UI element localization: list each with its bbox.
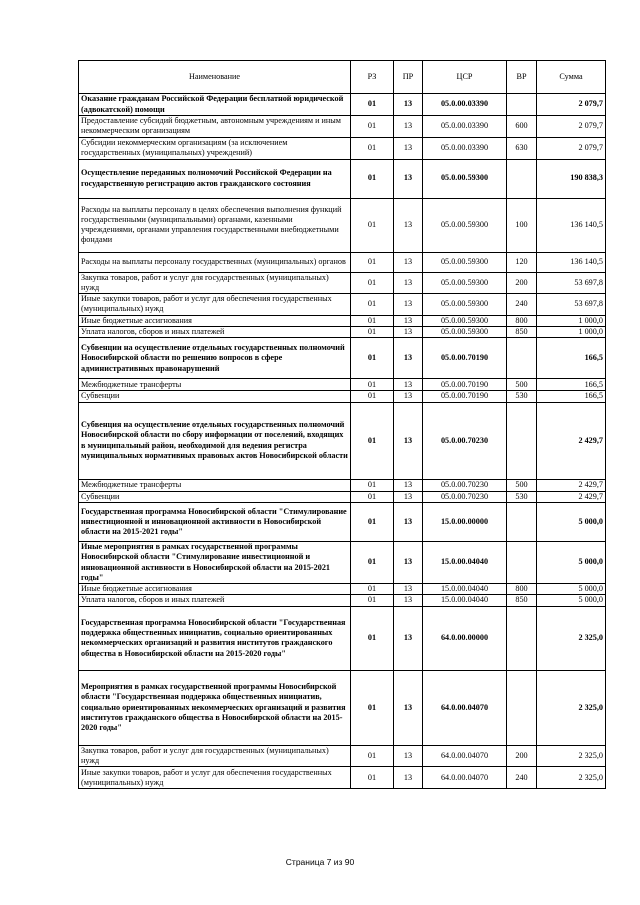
cell-pr: 13 (394, 391, 423, 402)
cell-sum: 1 000,0 (537, 315, 606, 326)
cell-vr: 500 (507, 379, 537, 391)
cell-pr: 13 (394, 338, 423, 379)
cell-pr: 13 (394, 606, 423, 670)
table-row (79, 94, 606, 116)
cell-vr: 240 (507, 767, 537, 789)
cell-csr: 64.0.00.00000 (423, 606, 507, 670)
cell-vr (507, 338, 537, 379)
table-row (79, 670, 606, 745)
cell-csr: 05.0.00.70230 (423, 479, 507, 491)
cell-name: Государственная программа Новосибирской области "Стимулирование инвестиционной и инновационной активности в Новосибирской области на 2015-2021 годы" (79, 502, 351, 541)
cell-rz: 01 (351, 767, 394, 789)
table-row (79, 252, 606, 272)
cell-rz: 01 (351, 137, 394, 159)
cell-csr: 64.0.00.04070 (423, 767, 507, 789)
cell-rz: 01 (351, 491, 394, 502)
table-row (79, 479, 606, 491)
cell-vr (507, 402, 537, 479)
cell-vr (507, 502, 537, 541)
cell-pr: 13 (394, 159, 423, 198)
table-row (79, 272, 606, 294)
cell-sum: 5 000,0 (537, 541, 606, 583)
cell-pr: 13 (394, 379, 423, 391)
cell-rz: 01 (351, 379, 394, 391)
cell-sum: 136 140,5 (537, 198, 606, 252)
cell-rz: 01 (351, 198, 394, 252)
cell-rz: 01 (351, 94, 394, 116)
cell-name: Мероприятия в рамках государственной программы Новосибирской области "Государственная поддержка общественных инициатив, социально ориентированных некоммерческих организаций и развития институтов гражданского общества в Новосибирской области на 2015-2020 годы" (79, 670, 351, 745)
cell-vr: 200 (507, 272, 537, 294)
cell-sum: 2 429,7 (537, 479, 606, 491)
table-row (79, 338, 606, 379)
cell-sum: 166,5 (537, 391, 606, 402)
cell-csr: 05.0.00.70190 (423, 391, 507, 402)
cell-vr: 500 (507, 479, 537, 491)
cell-name: Иные закупки товаров, работ и услуг для обеспечения государственных (муниципальных) нужд (79, 294, 351, 316)
cell-name: Иные мероприятия в рамках государственной программы Новосибирской области "Стимулирование инвестиционной и инновационной активности в Новосибирской области на 2015-2021 годы" (79, 541, 351, 583)
cell-csr: 64.0.00.04070 (423, 670, 507, 745)
cell-csr: 05.0.00.59300 (423, 294, 507, 316)
cell-rz: 01 (351, 541, 394, 583)
cell-vr (507, 606, 537, 670)
cell-sum: 136 140,5 (537, 252, 606, 272)
table-row (79, 116, 606, 138)
cell-pr: 13 (394, 272, 423, 294)
cell-sum: 2 429,7 (537, 491, 606, 502)
cell-name: Закупка товаров, работ и услуг для государственных (муниципальных) нужд (79, 745, 351, 767)
table-row (79, 159, 606, 198)
cell-vr: 600 (507, 116, 537, 138)
cell-pr: 13 (394, 479, 423, 491)
cell-sum: 53 697,8 (537, 294, 606, 316)
cell-pr: 13 (394, 137, 423, 159)
cell-rz: 01 (351, 252, 394, 272)
cell-vr: 850 (507, 327, 537, 338)
cell-name: Субвенции (79, 491, 351, 502)
cell-rz: 01 (351, 595, 394, 606)
cell-sum: 2 325,0 (537, 606, 606, 670)
cell-name: Субвенции на осуществление отдельных государственных полномочий Новосибирской области по решению вопросов в сфере административных правонарушений (79, 338, 351, 379)
cell-name: Субвенции (79, 391, 351, 402)
cell-vr: 100 (507, 198, 537, 252)
cell-rz: 01 (351, 670, 394, 745)
cell-pr: 13 (394, 767, 423, 789)
table-row (79, 327, 606, 338)
cell-csr: 15.0.00.04040 (423, 541, 507, 583)
cell-csr: 15.0.00.04040 (423, 595, 507, 606)
cell-sum: 2 325,0 (537, 670, 606, 745)
cell-rz: 01 (351, 391, 394, 402)
cell-rz: 01 (351, 502, 394, 541)
cell-vr: 630 (507, 137, 537, 159)
cell-vr: 240 (507, 294, 537, 316)
cell-csr: 05.0.00.70190 (423, 338, 507, 379)
cell-pr: 13 (394, 745, 423, 767)
cell-sum: 5 000,0 (537, 595, 606, 606)
cell-csr: 05.0.00.70230 (423, 402, 507, 479)
page-number: Страница 7 из 90 (285, 857, 355, 867)
cell-rz: 01 (351, 479, 394, 491)
header-vr: ВР (507, 61, 537, 94)
table-row (79, 595, 606, 606)
cell-sum: 2 429,7 (537, 402, 606, 479)
table-row (79, 584, 606, 595)
table-row (79, 315, 606, 326)
cell-pr: 13 (394, 327, 423, 338)
cell-rz: 01 (351, 327, 394, 338)
table-row (79, 294, 606, 316)
cell-sum: 1 000,0 (537, 327, 606, 338)
cell-pr: 13 (394, 294, 423, 316)
table-row (79, 745, 606, 767)
cell-pr: 13 (394, 502, 423, 541)
cell-vr (507, 94, 537, 116)
cell-name: Расходы на выплаты персоналу в целях обеспечения выполнения функций государственными (муниципальными) органами, казенными учреждениями, органами управления государственными внебюджетными фондами (79, 198, 351, 252)
cell-vr (507, 159, 537, 198)
cell-sum: 2 079,7 (537, 94, 606, 116)
cell-sum: 5 000,0 (537, 584, 606, 595)
cell-csr: 05.0.00.59300 (423, 327, 507, 338)
cell-sum: 190 838,3 (537, 159, 606, 198)
table-header-row (79, 61, 606, 94)
cell-rz: 01 (351, 272, 394, 294)
cell-rz: 01 (351, 159, 394, 198)
table-row (79, 379, 606, 391)
cell-csr: 05.0.00.59300 (423, 252, 507, 272)
table-row (79, 541, 606, 583)
cell-rz: 01 (351, 315, 394, 326)
budget-table (78, 60, 606, 789)
cell-name: Уплата налогов, сборов и иных платежей (79, 595, 351, 606)
header-pr: ПР (394, 61, 423, 94)
cell-pr: 13 (394, 252, 423, 272)
cell-rz: 01 (351, 584, 394, 595)
header-sum: Сумма (537, 61, 606, 94)
cell-csr: 05.0.00.03390 (423, 137, 507, 159)
cell-csr: 05.0.00.59300 (423, 272, 507, 294)
budget-table-container (78, 60, 605, 789)
cell-pr: 13 (394, 670, 423, 745)
table-row (79, 767, 606, 789)
cell-rz: 01 (351, 745, 394, 767)
cell-csr: 05.0.00.03390 (423, 94, 507, 116)
cell-sum: 166,5 (537, 338, 606, 379)
cell-csr: 05.0.00.70190 (423, 379, 507, 391)
cell-name: Закупка товаров, работ и услуг для государственных (муниципальных) нужд (79, 272, 351, 294)
cell-name: Уплата налогов, сборов и иных платежей (79, 327, 351, 338)
cell-pr: 13 (394, 541, 423, 583)
cell-csr: 05.0.00.59300 (423, 315, 507, 326)
cell-name: Предоставление субсидий бюджетным, автономным учреждениям и иным некоммерческим организациям (79, 116, 351, 138)
cell-csr: 05.0.00.70230 (423, 491, 507, 502)
cell-sum: 2 325,0 (537, 767, 606, 789)
table-row (79, 391, 606, 402)
cell-pr: 13 (394, 584, 423, 595)
cell-vr: 200 (507, 745, 537, 767)
cell-rz: 01 (351, 294, 394, 316)
cell-rz: 01 (351, 402, 394, 479)
cell-csr: 64.0.00.04070 (423, 745, 507, 767)
cell-pr: 13 (394, 491, 423, 502)
cell-sum: 166,5 (537, 379, 606, 391)
cell-name: Межбюджетные трансферты (79, 479, 351, 491)
cell-csr: 15.0.00.04040 (423, 584, 507, 595)
cell-pr: 13 (394, 116, 423, 138)
table-row (79, 137, 606, 159)
cell-vr (507, 670, 537, 745)
cell-sum: 2 079,7 (537, 137, 606, 159)
cell-name: Субсидии некоммерческим организациям (за исключением государственных (муниципальных) учреждений) (79, 137, 351, 159)
cell-rz: 01 (351, 116, 394, 138)
table-row (79, 606, 606, 670)
cell-name: Осуществление переданных полномочий Российской Федерации на государственную регистрацию актов гражданского состояния (79, 159, 351, 198)
cell-csr: 05.0.00.03390 (423, 116, 507, 138)
table-row (79, 502, 606, 541)
table-row (79, 402, 606, 479)
cell-name: Государственная программа Новосибирской области "Государственная поддержка общественных инициатив, социально ориентированных некоммерческих организаций и развития институтов гражданского общества в Новосибирской области на 2015-2020 годы" (79, 606, 351, 670)
header-csr: ЦСР (423, 61, 507, 94)
cell-pr: 13 (394, 198, 423, 252)
header-name: Наименование (79, 61, 351, 94)
cell-sum: 53 697,8 (537, 272, 606, 294)
cell-vr: 530 (507, 491, 537, 502)
cell-vr: 850 (507, 595, 537, 606)
cell-rz: 01 (351, 606, 394, 670)
cell-name: Иные закупки товаров, работ и услуг для обеспечения государственных (муниципальных) нужд (79, 767, 351, 789)
cell-name: Межбюджетные трансферты (79, 379, 351, 391)
cell-pr: 13 (394, 595, 423, 606)
cell-vr (507, 541, 537, 583)
cell-name: Иные бюджетные ассигнования (79, 315, 351, 326)
cell-name: Оказание гражданам Российской Федерации бесплатной юридической (адвокатской) помощи (79, 94, 351, 116)
table-row (79, 198, 606, 252)
header-rz: РЗ (351, 61, 394, 94)
table-row (79, 491, 606, 502)
cell-vr: 120 (507, 252, 537, 272)
cell-sum: 2 325,0 (537, 745, 606, 767)
cell-sum: 5 000,0 (537, 502, 606, 541)
cell-csr: 05.0.00.59300 (423, 198, 507, 252)
cell-sum: 2 079,7 (537, 116, 606, 138)
cell-csr: 05.0.00.59300 (423, 159, 507, 198)
cell-name: Расходы на выплаты персоналу государственных (муниципальных) органов (79, 252, 351, 272)
cell-vr: 800 (507, 584, 537, 595)
cell-name: Иные бюджетные ассигнования (79, 584, 351, 595)
cell-name: Субвенция на осуществление отдельных государственных полномочий Новосибирской области по сбору информации от поселений, входящих в муниципальный район, необходимой для ведения регистра муниципальных нормативных правовых актов Новосибирской области (79, 402, 351, 479)
cell-pr: 13 (394, 315, 423, 326)
cell-vr: 530 (507, 391, 537, 402)
table-body (79, 94, 606, 789)
cell-vr: 800 (507, 315, 537, 326)
cell-csr: 15.0.00.00000 (423, 502, 507, 541)
cell-pr: 13 (394, 402, 423, 479)
cell-rz: 01 (351, 338, 394, 379)
cell-pr: 13 (394, 94, 423, 116)
